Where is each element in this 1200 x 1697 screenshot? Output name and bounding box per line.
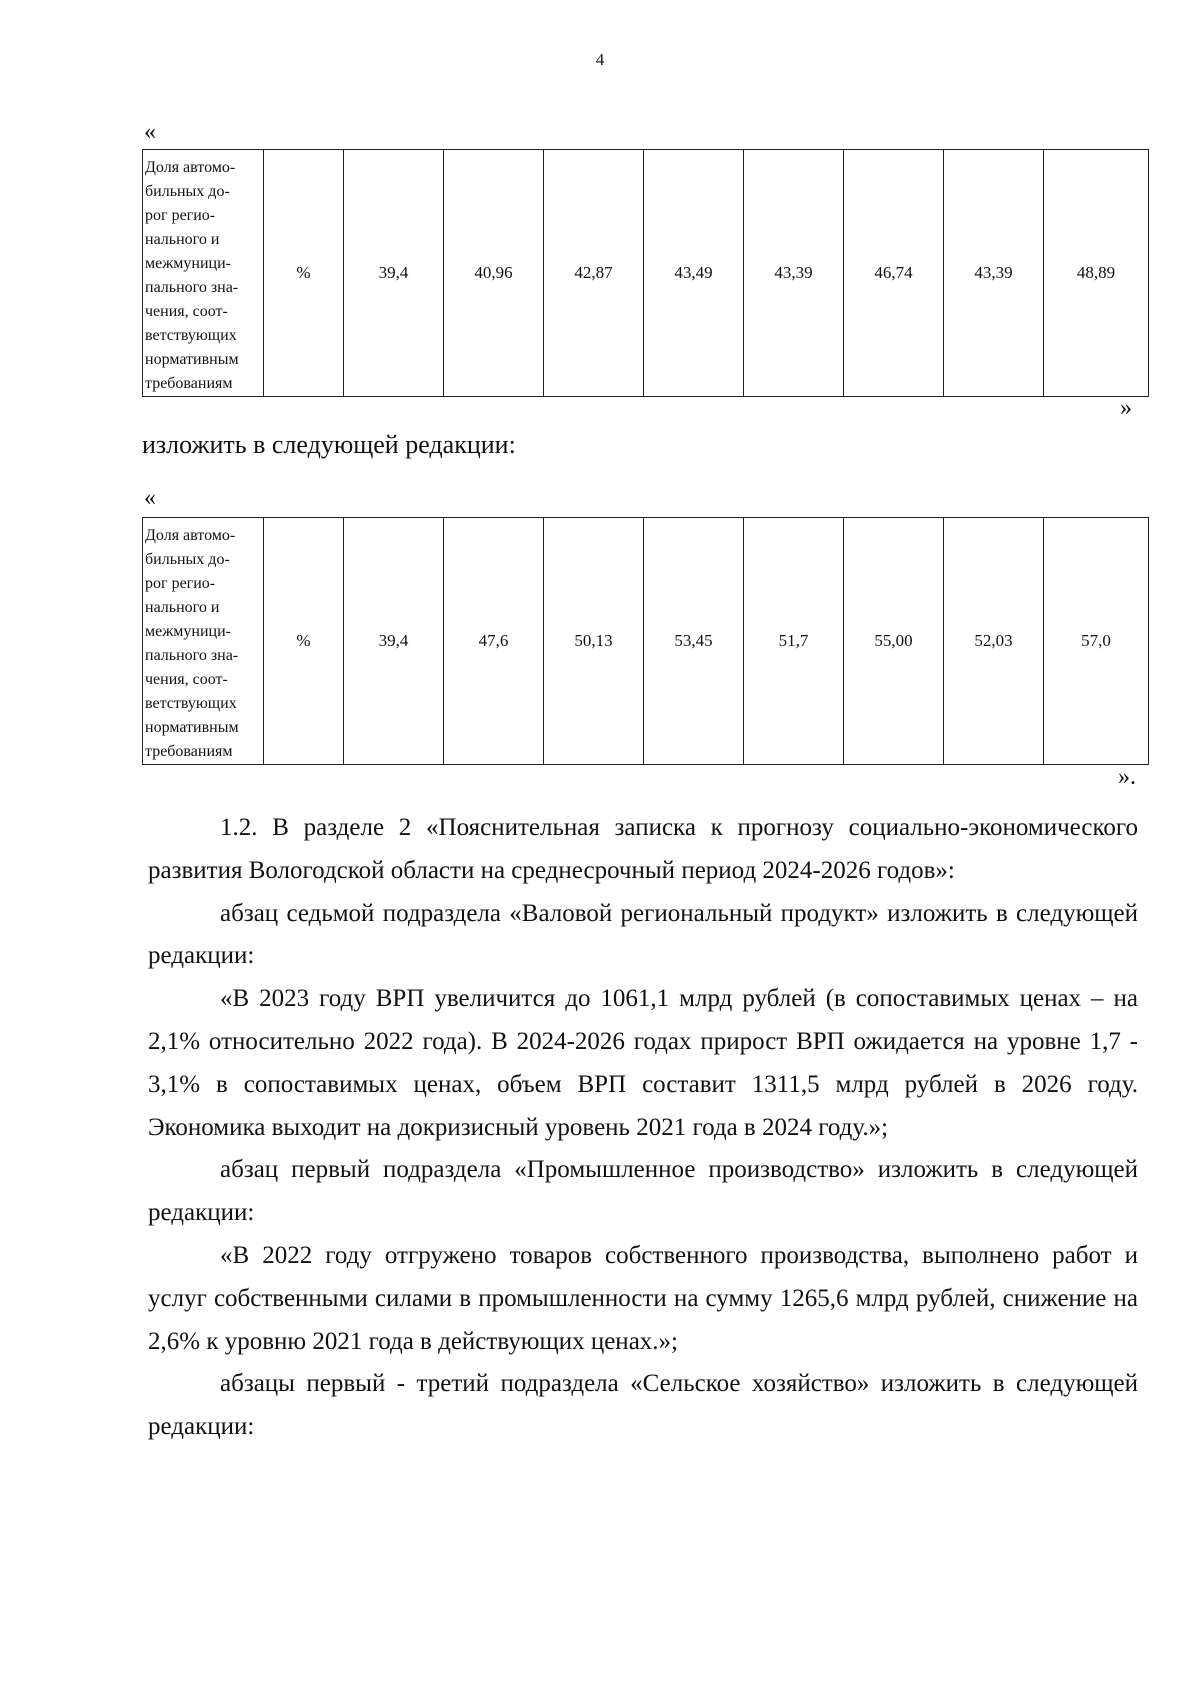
table-new-edition <box>142 517 1149 765</box>
page-number: 4 <box>595 50 605 69</box>
table-row <box>143 150 1149 397</box>
value-cell: 57,0 <box>1044 518 1149 765</box>
paragraph-agriculture-instruction: абзацы первый - третий подраздела «Сельское хозяйство» изложить в следующей редакции: <box>148 1370 1138 1441</box>
value-cell: 42,87 <box>544 150 644 397</box>
value-cell: 47,6 <box>444 518 544 765</box>
indicator-label: Доля автомо- бильных до- рог регио- нального и межмуници- пального зна- чения, соот- ветствующих нормативным требованиям <box>143 518 264 765</box>
value-cell: 52,03 <box>944 518 1044 765</box>
paragraph-industry-instruction: абзац первый подраздела «Промышленное производство» изложить в следующей редакции: <box>148 1156 1138 1227</box>
value-cell: 50,13 <box>544 518 644 765</box>
value-cell: 46,74 <box>844 150 944 397</box>
value-cell: 51,7 <box>744 518 844 765</box>
closing-quote-1: » <box>1120 395 1132 421</box>
transition-text: изложить в следующей редакции: <box>142 430 516 459</box>
table-row <box>143 518 1149 765</box>
indicator-label: Доля автомо- бильных до- рог регио- нального и межмуници- пального зна- чения, соот- ветствующих нормативным требованиям <box>143 150 264 397</box>
unit-cell: % <box>264 150 344 397</box>
opening-quote-1: « <box>144 119 156 145</box>
paragraph-grp-instruction: абзац седьмой подраздела «Валовой региональный продукт» изложить в следующей редакции: <box>148 899 1138 970</box>
value-cell: 55,00 <box>844 518 944 765</box>
value-cell: 43,39 <box>944 150 1044 397</box>
value-cell: 43,49 <box>644 150 744 397</box>
unit-cell: % <box>264 518 344 765</box>
opening-quote-2: « <box>144 485 156 511</box>
value-cell: 40,96 <box>444 150 544 397</box>
closing-quote-2: ». <box>1118 764 1136 790</box>
value-cell: 48,89 <box>1044 150 1149 397</box>
value-cell: 39,4 <box>344 518 444 765</box>
paragraph-industry-text: «В 2022 году отгружено товаров собственного производства, выполнено работ и услуг собственными силами в промышленности на сумму 1265,6 млрд рублей, снижение на 2,6% к уровню 2021 года в действующих ценах.»; <box>148 1241 1138 1355</box>
paragraph-section-2: 1.2. В разделе 2 «Пояснительная записка к прогнозу социально-экономического развития Вологодской области на среднесрочный период 2024-2026 годов»: <box>148 814 1138 884</box>
value-cell: 43,39 <box>744 150 844 397</box>
paragraph-grp-text: «В 2023 году ВРП увеличится до 1061,1 млрд рублей (в сопоставимых ценах – на 2,1% относительно 2022 года). В 2024-2026 годах прирост ВРП ожидается на уровне 1,7 - 3,1% в сопоставимых ценах, объем ВРП составит 1311,5 млрд рублей в 2026 году. Экономика выходит на докризисный уровень 2021 года в 2024 году.»; <box>148 985 1138 1141</box>
value-cell: 39,4 <box>344 150 444 397</box>
body-text <box>148 807 1138 1449</box>
value-cell: 53,45 <box>644 518 744 765</box>
table-old-edition <box>142 149 1149 397</box>
